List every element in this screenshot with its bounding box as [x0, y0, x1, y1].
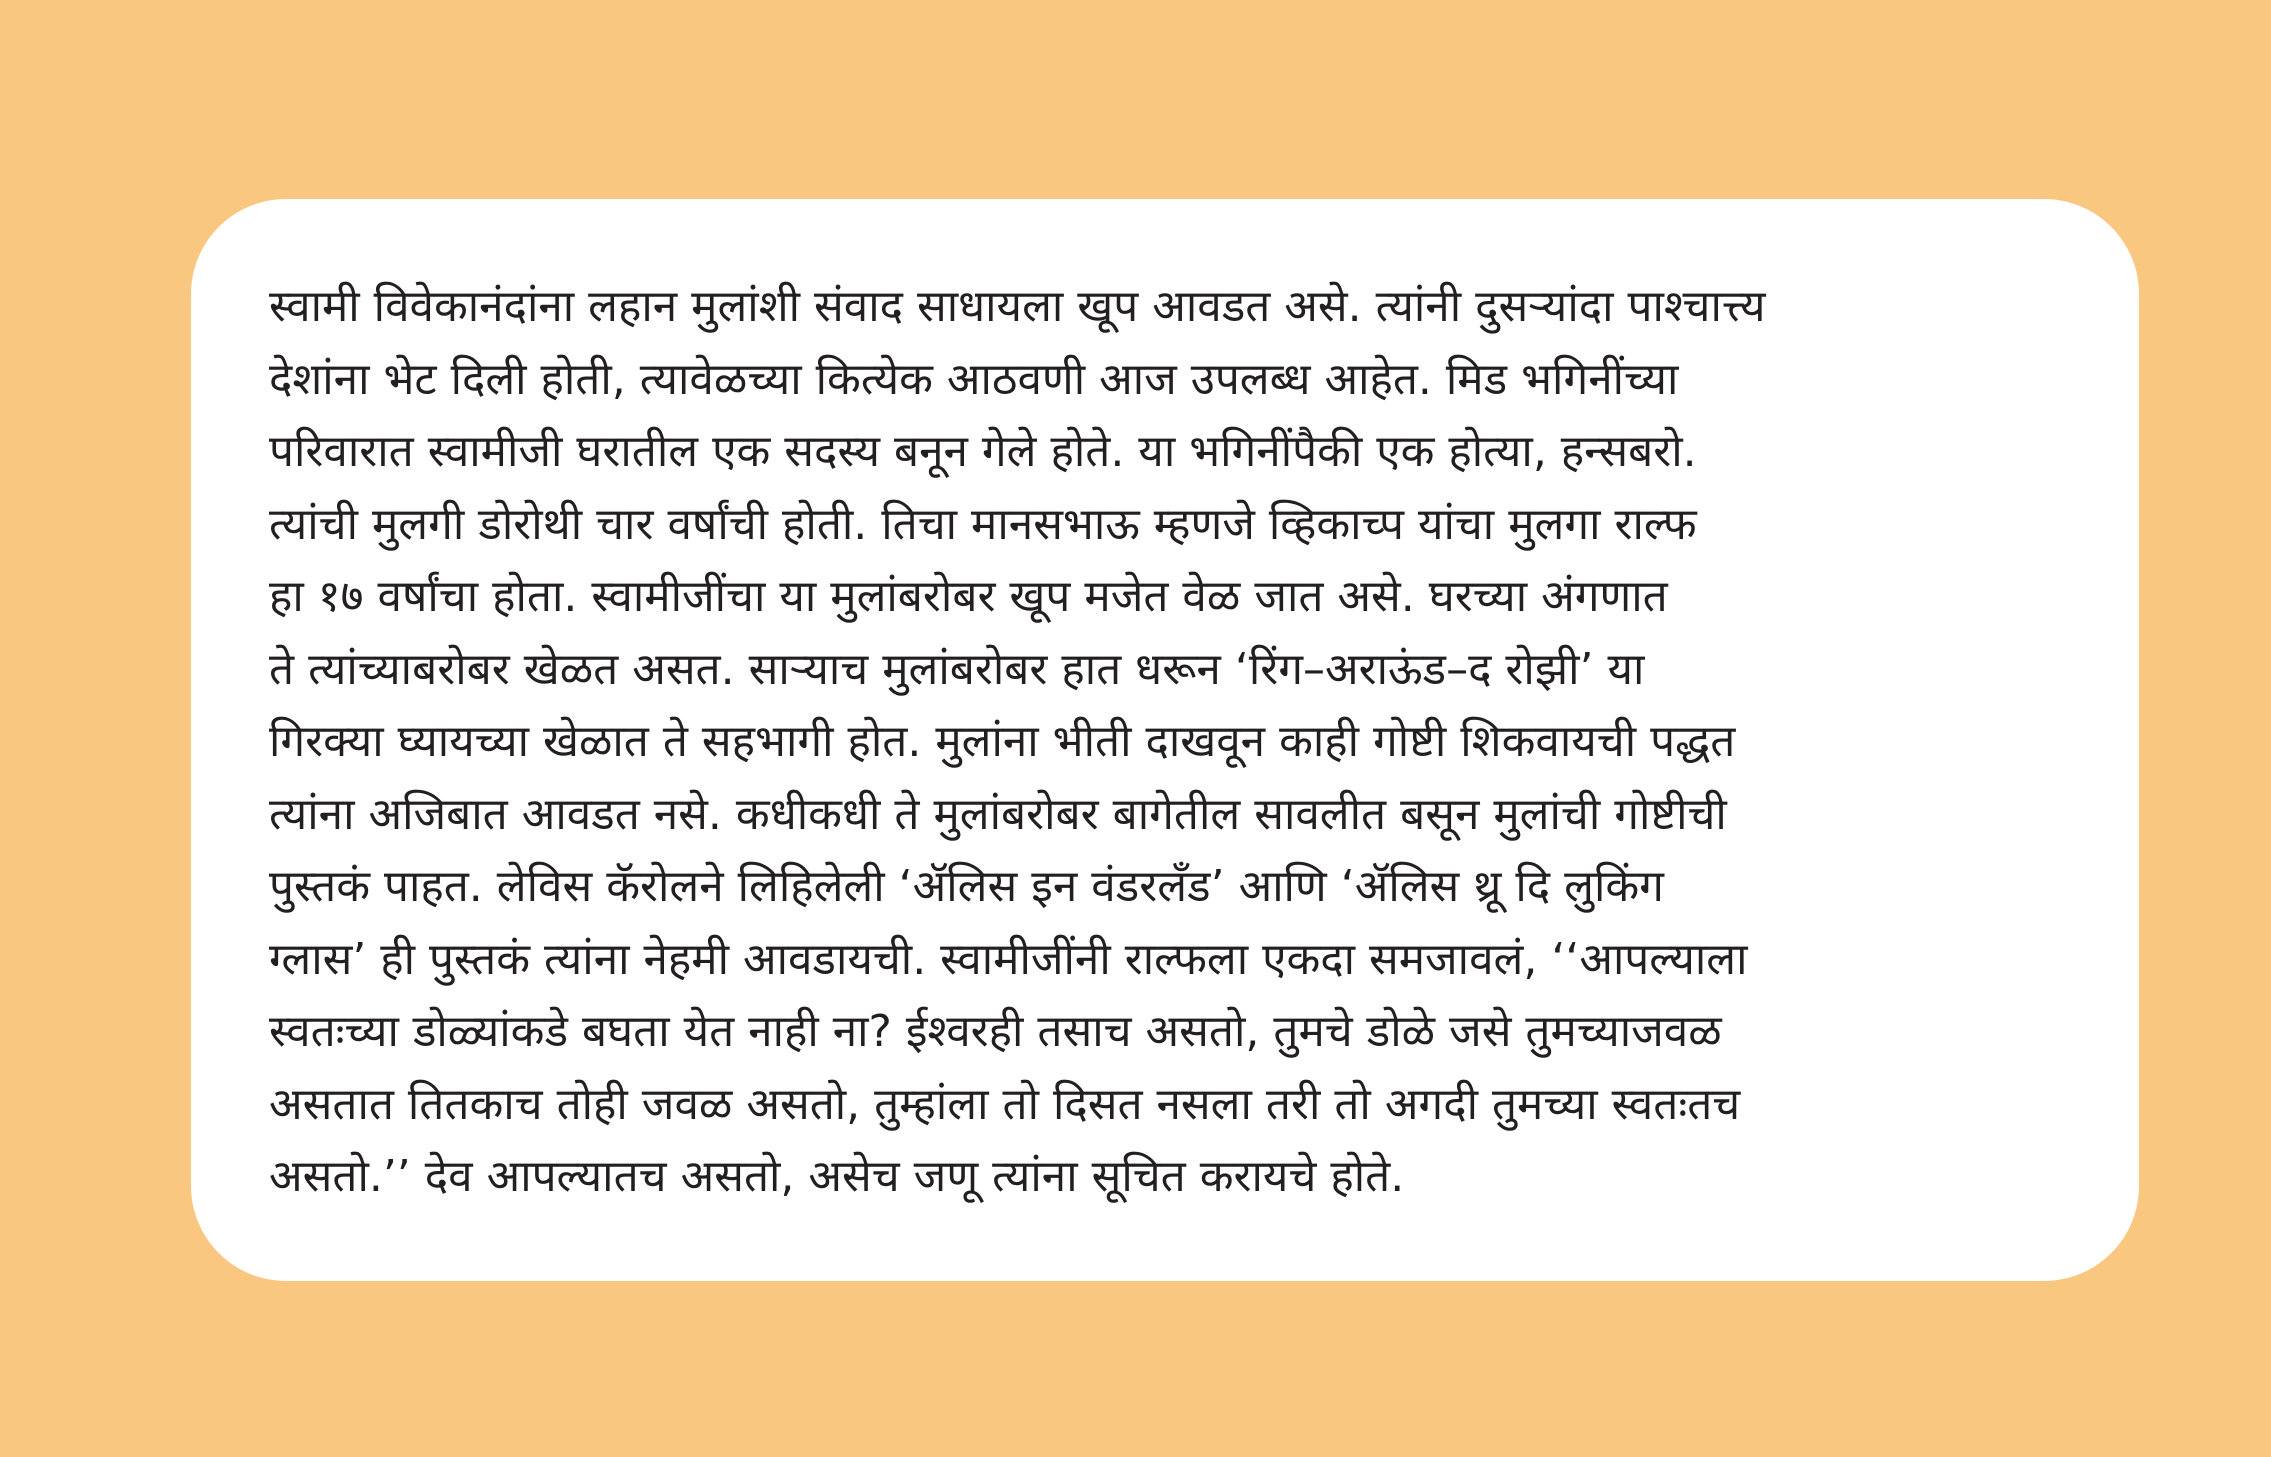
passage-line-2: देशांना भेट दिली होती, त्यावेळच्या कित्येक आठवणी आज उपलब्ध आहेत. मिड भगिनींच्या [269, 353, 1679, 405]
passage-line-6: ते त्यांच्याबरोबर खेळत असत. साऱ्याच मुलांबरोबर हात धरून ‘रिंग–अराऊंड–द रोझी’ या [269, 643, 1645, 695]
passage-text [269, 271, 2089, 1214]
passage-line-1: स्वामी विवेकानंदांना लहान मुलांशी संवाद साधायला खूप आवडत असे. त्यांनी दुसऱ्यांदा पाश्चात्त्य [269, 281, 1766, 332]
passage-line-3: परिवारात स्वामीजी घरातील एक सदस्य बनून गेले होते. या भगिनींपैकी एक होत्या, हन्सबरो. [269, 426, 1697, 477]
passage-line-8: त्यांना अजिबात आवडत नसे. कधीकधी ते मुलांबरोबर बागेतील सावलीत बसून मुलांची गोष्टीची [269, 788, 1727, 840]
passage-line-10: ग्लास’ ही पुस्तकं त्यांना नेहमी आवडायची. स्वामीजींनी राल्फला एकदा समजावलं, ‘‘आपल्याला [269, 933, 1748, 985]
text-card [191, 199, 2139, 1281]
passage-line-12: असतात तितकाच तोही जवळ असतो, तुम्हांला तो दिसत नसला तरी तो अगदी तुमच्या स्वतःतच [269, 1078, 1741, 1130]
passage-line-5: हा १७ वर्षांचा होता. स्वामीजींचा या मुलांबरोबर खूप मजेत वेळ जात असे. घरच्या अंगणात [269, 571, 1668, 622]
passage-line-9: पुस्तकं पाहत. लेविस कॅरोलने लिहिलेली ‘ॲलिस इन वंडरलँड’ आणि ‘ॲलिस थ्रू दि लुकिंग [269, 861, 1664, 912]
passage-line-4: त्यांची मुलगी डोरोथी चार वर्षांची होती. तिचा मानसभाऊ म्हणजे व्हिकाच्प यांचा मुलगा राल्फ [269, 498, 1697, 550]
passage-line-7: गिरक्या घ्यायच्या खेळात ते सहभागी होत. मुलांना भीती दाखवून काही गोष्टी शिकवायची पद्धत [269, 716, 1736, 767]
passage-line-13: असतो.’’ देव आपल्यातच असतो, असेच जणू त्यांना सूचित करायचे होते. [269, 1151, 1405, 1202]
passage-line-11: स्वतःच्या डोळ्यांकडे बघता येत नाही ना? ईश्वरही तसाच असतो, तुमचे डोळे जसे तुमच्याजवळ [269, 1006, 1722, 1057]
